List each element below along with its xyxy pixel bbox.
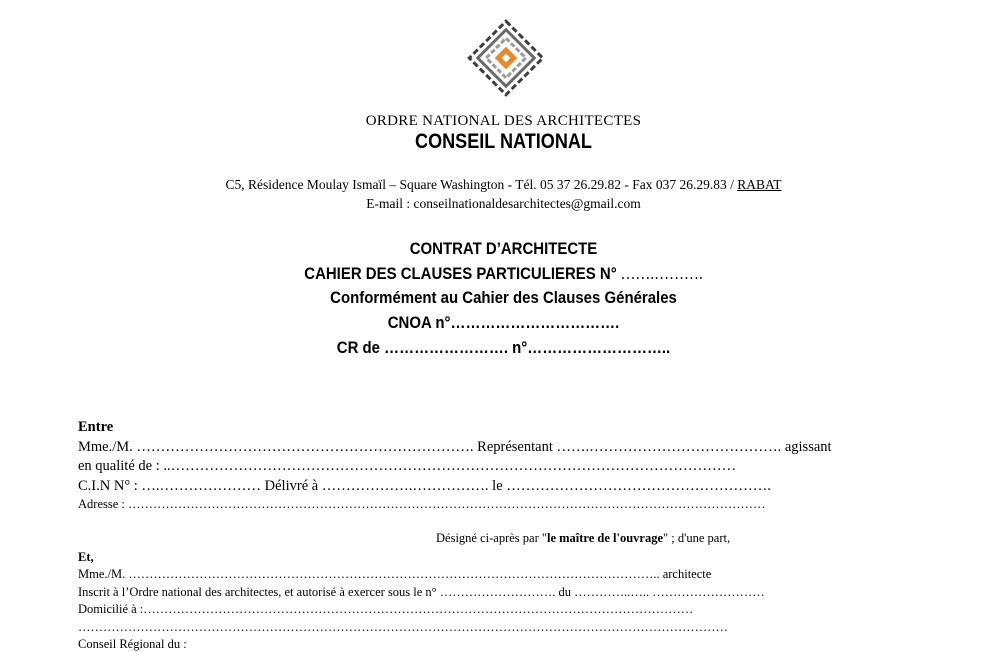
city-rabat: RABAT: [737, 177, 782, 192]
cr-line: CR de ……………………. n°………………………..: [336, 338, 671, 357]
cahier-label: CAHIER DES CLAUSES PARTICULIERES N°: [304, 264, 617, 283]
conformement-line: Conformément au Cahier des Clauses Générales: [330, 288, 677, 307]
maitre-ouvrage-label: le maître de l'ouvrage: [546, 531, 664, 545]
address-text: C5, Résidence Moulay Ismaïl – Square Washington - Tél. 05 37 26.29.82 - Fax 037 26.29.83 /: [225, 177, 738, 192]
designe-prefix: Désigné ci-après par ": [436, 531, 547, 545]
designe-suffix: " ; d'une part,: [663, 531, 731, 545]
cnoa-logo: [466, 18, 546, 98]
adresse-line: Adresse : ………………………………………………………………………………………………………………………………………: [78, 497, 766, 511]
entre-label: Entre: [78, 419, 114, 435]
address-line: [0, 177, 1007, 193]
council-title: CONSEIL NATIONAL: [415, 130, 592, 153]
inscrit-line: Inscrit à l’Ordre national des architectes, et autorisé à exercer sous le n° ………………………. du …………..….. ………………………: [78, 585, 765, 599]
et-label: Et,: [78, 550, 94, 564]
cnoa-number-line: CNOA n°…………………………….: [387, 313, 620, 332]
cahier-title: [60, 264, 946, 284]
architect-name-line: Mme./M. ……………………………………………………………………………………………………………….. architecte: [78, 567, 712, 581]
org-name: ORDRE NATIONAL DES ARCHITECTES: [365, 113, 642, 129]
contract-title: CONTRAT D’ARCHITECTE: [409, 239, 598, 258]
conseil-regional-line: Conseil Régional du :: [78, 637, 187, 651]
cahier-number-blank: …….……….: [616, 264, 703, 283]
domicile-line: Domicilié à :……………………………………………………………………………………………………………………: [78, 602, 694, 616]
cin-line: C.I.N N° : ….………………… Délivré à ……………….……………. le ……………………………………………….: [78, 478, 771, 494]
dots-line: …………………………………………………………………………………………………………………………………………: [78, 620, 728, 634]
qualite-line: en qualité de : ..………………………………………………………………………………………………………: [78, 458, 737, 474]
email-line: E-mail : conseilnationaldesarchitectes@gmail.com: [366, 196, 641, 211]
designe-line: [436, 531, 730, 546]
client-name-line: Mme./M. ……………………………………………………………. Représentant …….…………………………………. agissant: [78, 439, 832, 455]
